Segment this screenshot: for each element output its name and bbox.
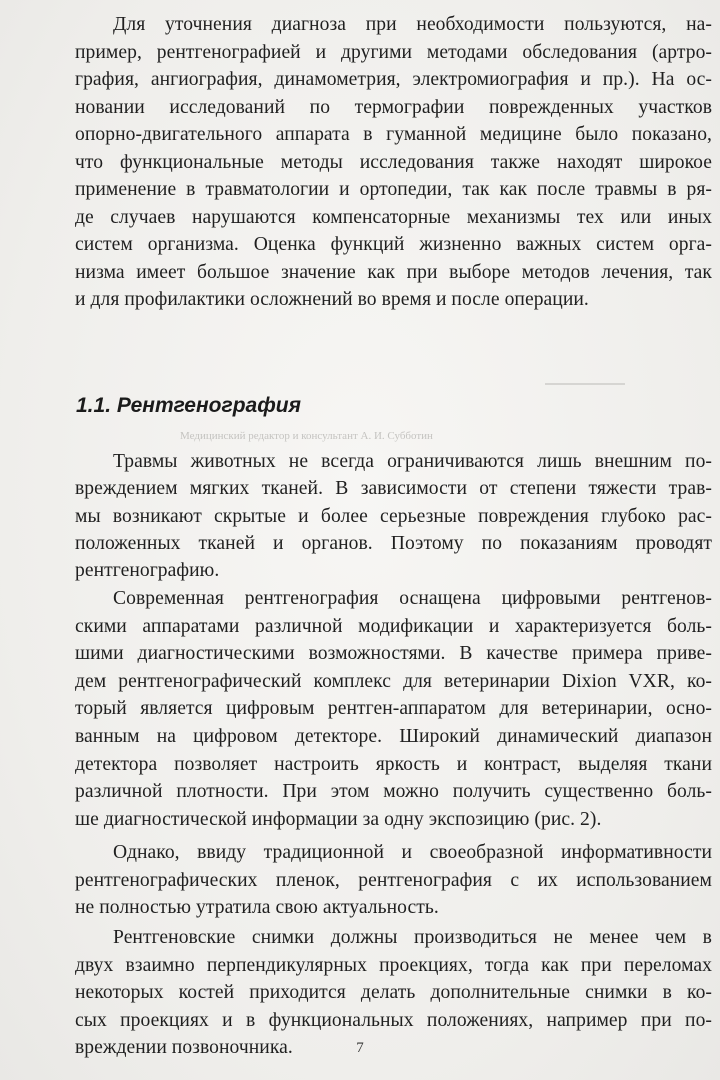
text-line: графия, ангиография, динамометрия, электромиография и пр.). На ос-	[75, 69, 712, 90]
page-number: 7	[356, 1040, 364, 1056]
text-line: новании исследований по термографии поврежденных участков	[75, 96, 712, 118]
section-heading: 1.1. Рентгенография	[76, 394, 301, 417]
text-line: и для профилактики осложнений во время и после операции.	[75, 289, 589, 310]
text-line: скими аппаратами различной модификации и характеризуется боль-	[75, 615, 712, 637]
text-line: вреждении позвоночника.	[75, 1037, 293, 1059]
bleed-through-text: Медицинский редактор и консультант А. И. Субботин	[180, 430, 433, 442]
text-line: Для уточнения диагноза при необходимости пользуются, на-	[113, 14, 712, 35]
text-line: систем организма. Оценка функций жизненно важных систем орга-	[75, 234, 712, 255]
text-line: двух взаимно перпендикулярных проекциях, тогда как при переломах	[75, 954, 712, 976]
text-line: рентгенографических пленок, рентгенография с их использованием	[75, 869, 712, 891]
text-line: шими диагностическими возможностями. В качестве примера приве-	[75, 643, 712, 665]
text-line: низма имеет большое значение как при выборе методов лечения, так	[75, 261, 712, 283]
text-line: детектора позволяет настроить яркость и контраст, выделяя ткани	[75, 753, 712, 775]
text-line: Травмы животных не всегда ограничиваются лишь внешним по-	[113, 451, 712, 472]
text-line: мы возникают скрытые и более серьезные повреждения глубоко рас-	[75, 505, 712, 527]
text-line: ванным на цифровом детекторе. Широкий динамический диапазон	[75, 726, 712, 747]
text-line: дем рентгенографический комплекс для ветеринарии Dixion VXR, ко-	[75, 670, 712, 692]
text-line: Однако, ввиду традиционной и своеобразной информативности	[113, 842, 712, 863]
text-line: пример, рентгенографией и другими методами обследования (артро-	[75, 41, 712, 63]
text-line: торый является цифровым рентген-аппаратом для ветеринарии, осно-	[75, 698, 712, 720]
text-line: Современная рентгенография оснащена цифровыми рентгенов-	[113, 588, 712, 609]
text-line: некоторых костей приходится делать дополнительные снимки в ко-	[75, 982, 712, 1004]
text-line: рентгенографию.	[75, 560, 220, 582]
bleed-through-mark	[545, 383, 625, 385]
text-line: различной плотности. При этом можно получить существенно боль-	[75, 781, 712, 803]
text-line: ше диагностической информации за одну экспозицию (рис. 2).	[75, 808, 602, 830]
text-line: Рентгеновские снимки должны производиться не менее чем в	[113, 927, 712, 948]
text-line: де случаев нарушаются компенсаторные механизмы тех или иных	[75, 206, 712, 228]
text-line: сых проекциях и в функциональных положениях, например при по-	[75, 1009, 712, 1031]
text-line: не полностью утратила свою актуальность.	[75, 897, 439, 919]
text-line: вреждением мягких тканей. В зависимости от степени тяжести трав-	[75, 478, 712, 500]
text-line: опорно-двигательного аппарата в гуманной медицине было показано,	[75, 124, 712, 145]
text-line: применение в травматологии и ортопедии, так как после травмы в ря-	[75, 179, 712, 200]
text-line: что функциональные методы исследования также находят широкое	[75, 151, 712, 173]
text-line: положенных тканей и органов. Поэтому по показаниям проводят	[75, 532, 712, 554]
